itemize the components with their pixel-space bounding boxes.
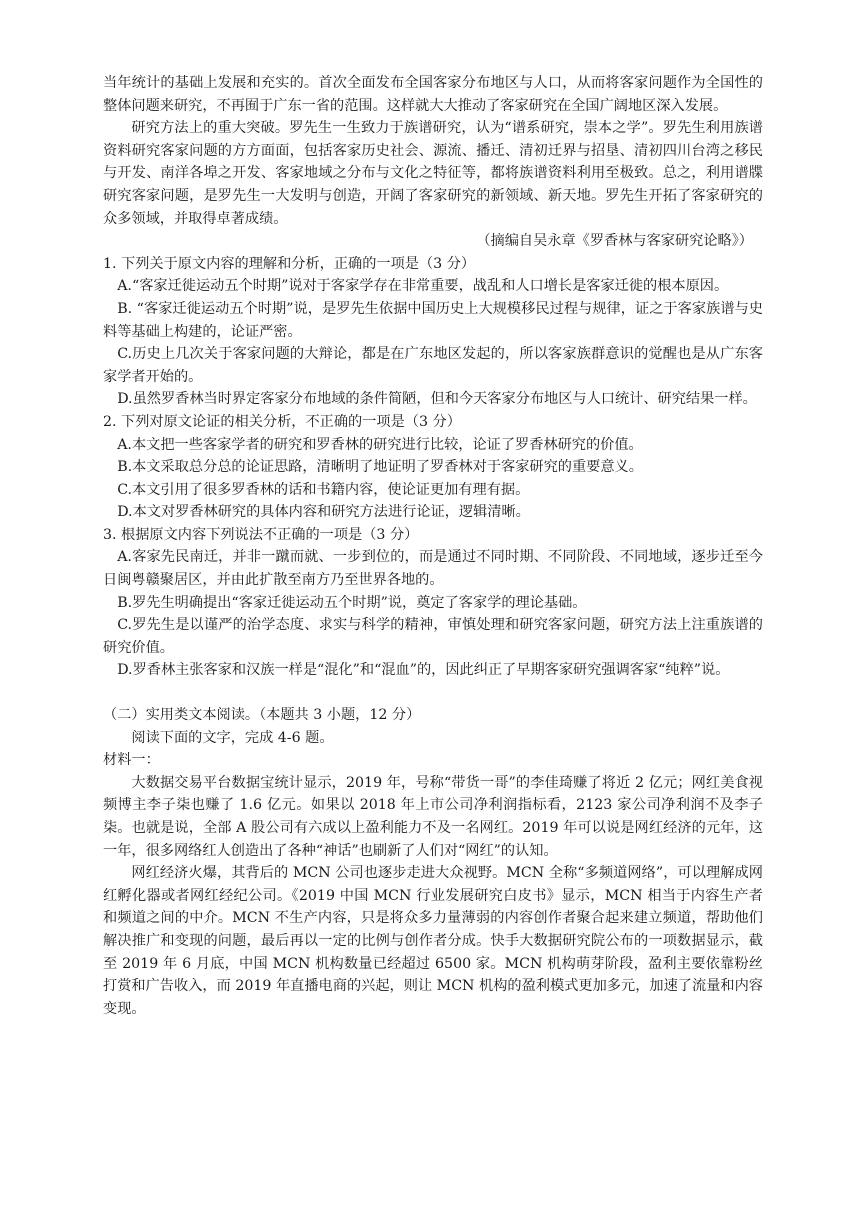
- question-3: [103, 524, 763, 682]
- source-citation: （摘编自吴永章《罗香林与客家研究论略》）: [476, 233, 753, 250]
- passage-paragraph: 研究方法上的重大突破。罗先生一生致力于族谱研究，认为“谱系研究，崇本之学”。罗先生利用族谱资料研究客家问题的方方面面，包括客家历史社会、源流、播迁、清初迁界与招垦、清初四川台湾之移民与开发、南洋各埠之开发、客家地域之分布与文化之特征等，都将族谱资料利用至极致。总之，利用谱牒研究客家问题，是罗先生一大发明与创造，开阔了客家研究的新领域、新天地。罗先生开拓了客家研究的众多领域，并取得卓著成绩。: [103, 120, 763, 227]
- option-d: D.本文对罗香林研究的具体内容和研究方法进行论证，逻辑清晰。: [117, 504, 530, 521]
- section-instruction: 阅读下面的文字，完成 4-6 题。: [131, 729, 334, 746]
- option-d: D.虽然罗香林当时界定客家分布地域的条件简陋，但和今天客家分布地区与人口统计、研究结果一样。: [117, 391, 757, 408]
- section-gap: [103, 682, 763, 704]
- question-stem: 1. 下列关于原文内容的理解和分析，正确的一项是（3 分）: [103, 255, 476, 272]
- material-label: 材料一：: [103, 752, 160, 769]
- option-b: B.罗先生明确提出“客家迁徙运动五个时期”说，奠定了客家学的理论基础。: [117, 594, 587, 611]
- passage-paragraph: 当年统计的基础上发展和充实的。首次全面发布全国客家分布地区与人口，从而将客家问题作为全国性的整体问题来研究，不再囿于广东一省的范围。这样就大大推动了客家研究在全国广阔地区深入发展。: [103, 75, 763, 114]
- option-c: C.历史上几次关于客家问题的大辩论，都是在广东地区发起的，所以客家族群意识的觉醒也是从广东客家学者开始的。: [103, 346, 763, 385]
- option-a: A.“客家迁徙运动五个时期”说对于客家学存在非常重要，战乱和人口增长是客家迁徙的根本原因。: [117, 278, 729, 295]
- section-heading: （二）实用类文本阅读。（本题共 3 小题，12 分）: [103, 707, 421, 724]
- material-paragraph: 大数据交易平台数据宝统计显示，2019 年，号称“带货一哥”的李佳琦赚了将近 2 亿元；网红美食视频博主李子柒也赚了 1.6 亿元。如果以 2018 年上市公司净利润指标看，2123 家公司净利润不及李子柒。也就是说，全部 A 股公司有六成以上盈利能力不及一名网红。2019 年可以说是网红经济的元年，这一年，很多网络红人创造出了各种“神话”也刷新了人们对“网红”的认知。: [103, 774, 763, 859]
- option-c: C.罗先生是以谨严的治学态度、求实与科学的精神，审慎处理和研究客家问题，研究方法上注重族谱的研究价值。: [103, 617, 763, 656]
- question-stem: 3. 根据原文内容下列说法不正确的一项是（3 分）: [103, 526, 419, 543]
- option-a: A.本文把一些客家学者的研究和罗香林的研究进行比较，论证了罗香林研究的价值。: [117, 436, 643, 453]
- material-paragraph: 网红经济火爆，其背后的 MCN 公司也逐步走进大众视野。MCN 全称“多频道网络”，可以理解成网红孵化器或者网红经纪公司。《2019 中国 MCN 行业发展研究白皮书》显示，MCN 相当于内容生产者和频道之间的中介。MCN 不生产内容，只是将众多力量薄弱的内容创作者聚合起来建立频道，帮助他们解决推广和变现的问题，最后再以一定的比例与创作者分成。快手大数据研究院公布的一项数据显示，截至 2019 年 6 月底，中国 MCN 机构数量已经超过 6500 家。MCN 机构萌芽阶段，盈利主要依靠粉丝打赏和广告收入，而 2019 年直播电商的兴起，则让 MCN 机构的盈利模式更加多元，加速了流量和内容变现。: [103, 865, 763, 1017]
- option-a: A.客家先民南迁，并非一蹴而就、一步到位的，而是通过不同时期、不同阶段、不同地域，逐步迁至今日闽粤赣聚居区，并由此扩散至南方乃至世界各地的。: [103, 549, 763, 589]
- option-b: B. “客家迁徙运动五个时期”说，是罗先生依据中国历史上大规模移民过程与规律，证之于客家族谱与史料等基础上构建的，论证严密。: [103, 300, 763, 340]
- option-b: B.本文采取总分总的论证思路，清晰明了地证明了罗香林对于客家研究的重要意义。: [117, 459, 643, 476]
- option-c: C.本文引用了很多罗香林的话和书籍内容，使论证更加有理有据。: [117, 481, 530, 498]
- document-page: [103, 72, 763, 1020]
- question-stem: 2. 下列对原文论证的相关分析，不正确的一项是（3 分）: [103, 413, 461, 430]
- option-d: D.罗香林主张客家和汉族一样是“混化”和“混血”的，因此纠正了早期客家研究强调客家“纯粹”说。: [117, 662, 730, 679]
- question-2: [103, 411, 763, 524]
- question-1: [103, 253, 763, 411]
